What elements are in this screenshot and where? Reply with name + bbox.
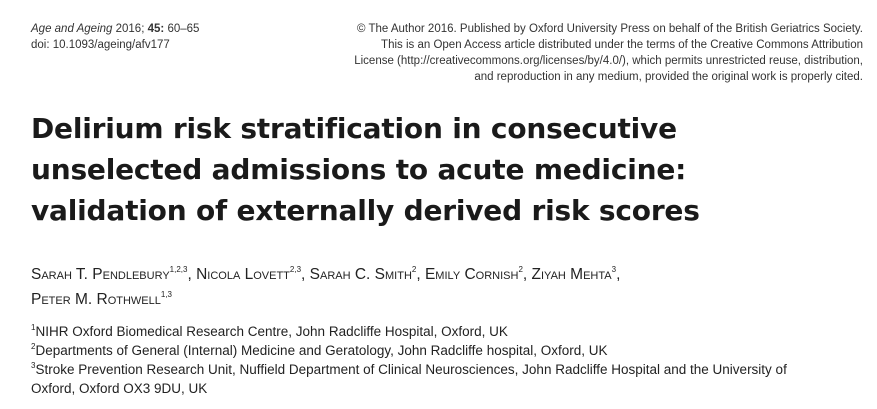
title-line: validation of externally derived risk scores (31, 194, 700, 227)
author-name: Sarah T. Pendlebury (31, 266, 170, 283)
author-separator: , (301, 266, 310, 283)
license-line: © The Author 2016. Published by Oxford University Press on behalf of the British Geriatrics Society. (357, 23, 863, 35)
author-affiliation-marker: 3 (611, 265, 617, 274)
journal-name: Age and Ageing (31, 23, 113, 35)
author-affiliation-marker: 2,3 (289, 265, 302, 274)
citation-line (31, 21, 199, 37)
affiliation-text: Oxford, Oxford OX3 9DU, UK (31, 381, 208, 396)
affiliation-text: Stroke Prevention Research Unit, Nuffield Department of Clinical Neurosciences, John Radcliffe Hospital and the University of (35, 362, 787, 377)
license-notice (263, 21, 863, 85)
author-name: Peter M. Rothwell (31, 291, 161, 308)
affiliation-number: 2 (31, 342, 36, 351)
citation-volume: 45: (147, 23, 165, 35)
affiliation (31, 322, 787, 341)
doi: doi: 10.1093/ageing/afv177 (31, 39, 170, 51)
author-name: Emily Cornish (424, 266, 519, 283)
author-separator: , (187, 266, 197, 283)
author-list (31, 262, 620, 312)
title-line: Delirium risk stratification in consecutive (31, 112, 677, 145)
title-line: unselected admissions to acute medicine: (31, 153, 687, 186)
license-line: This is an Open Access article distributed under the terms of the Creative Commons Attribution (381, 39, 863, 51)
affiliation (31, 379, 787, 398)
author-name: Nicola Lovett (196, 266, 290, 283)
author-separator: , (416, 266, 425, 283)
affiliation (31, 360, 787, 379)
author-separator: , (616, 266, 621, 283)
affiliation-number: 1 (31, 323, 36, 332)
affiliation (31, 341, 787, 360)
license-line: License (http://creativecommons.org/licenses/by/4.0/), which permits unrestricted reuse, distribution, (354, 55, 863, 67)
affiliation-text: NIHR Oxford Biomedical Research Centre, John Radcliffe Hospital, Oxford, UK (35, 324, 508, 339)
author-affiliation-marker: 2 (411, 265, 417, 274)
citation-pages: 60–65 (167, 23, 200, 35)
author-affiliation-marker: 2 (518, 265, 523, 274)
affiliation-number: 3 (31, 361, 36, 370)
author-name: Ziyah Mehta (531, 266, 612, 283)
author-line (31, 287, 620, 312)
author-separator: , (522, 266, 532, 283)
author-name: Sarah C. Smith (309, 266, 412, 283)
citation-year: 2016; (115, 23, 145, 35)
license-line: and reproduction in any medium, provided the original work is properly cited. (474, 71, 863, 83)
author-affiliation-marker: 1,2,3 (169, 265, 188, 274)
author-affiliation-marker: 1,3 (160, 290, 172, 299)
affiliation-text: Departments of General (Internal) Medicine and Geratology, John Radcliffe hospital, Oxford, UK (35, 343, 608, 358)
article-title (31, 108, 851, 231)
affiliation-list (31, 322, 787, 398)
citation-block (31, 21, 199, 53)
author-line (31, 262, 620, 287)
